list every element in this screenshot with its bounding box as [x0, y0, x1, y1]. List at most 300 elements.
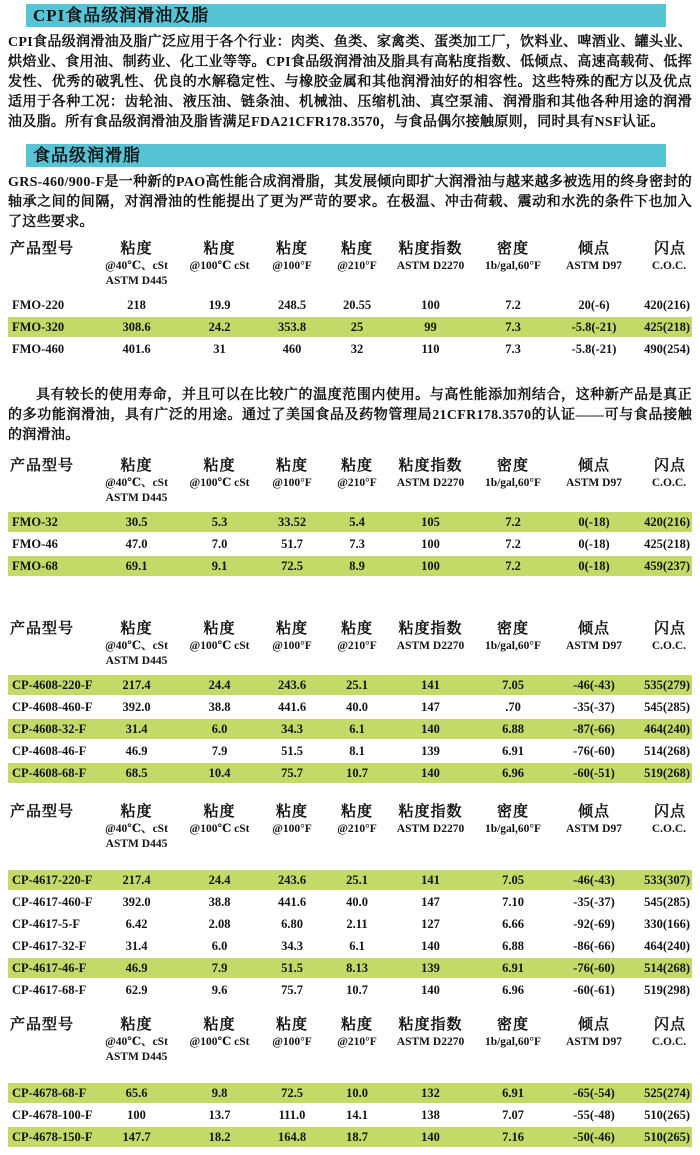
value-cell: 25.1	[324, 675, 390, 695]
value-cell: 353.8	[260, 317, 324, 337]
column-header	[555, 457, 633, 510]
value-cell: 6.66	[502, 916, 524, 931]
product-table-cp-4617-series	[8, 801, 692, 1002]
product-model-cell: CP-4608-460-F	[12, 699, 93, 714]
value-cell: 138	[421, 1107, 440, 1122]
column-header-subtitle: ASTM D97	[566, 477, 622, 489]
value-cell: 535(279)	[633, 675, 692, 695]
column-header	[260, 620, 324, 673]
column-header-title: 粘度	[340, 804, 373, 820]
grease-description-paragraph: GRS-460/900-F是一种新的PAO高性能合成润滑脂，其发展倾向即扩大润滑油与越来越多被选用的终身密封的轴承之间的间隔，对润滑油的性能提出了更为严苛的要求。在极温、冲击荷载、震动和水洗的条件下也加入了这些要求。	[8, 175, 692, 230]
product-model-cell: FMO-220	[12, 297, 65, 312]
column-header-title: 粘度	[120, 804, 153, 820]
column-header-subtitle: 1b/gal,60°F	[484, 823, 542, 835]
product-model-cell: FMO-32	[8, 512, 94, 532]
column-header-title: 粘度	[120, 1017, 153, 1033]
value-cell: 464(240)	[644, 938, 690, 953]
column-header-subtitle: @100℃ cSt	[189, 260, 250, 272]
value-cell: 217.4	[94, 675, 179, 695]
column-header	[633, 803, 692, 868]
column-header	[471, 240, 555, 293]
column-header-title: 密度	[496, 804, 529, 820]
value-cell: 46.9	[94, 958, 179, 978]
column-header	[8, 1016, 94, 1081]
value-cell: .70	[505, 699, 521, 714]
table-row	[8, 1083, 692, 1103]
value-cell: 51.7	[281, 536, 303, 551]
column-header-subtitle: ASTM D97	[566, 260, 622, 272]
value-cell: 7.9	[179, 958, 260, 978]
value-cell: 459(237)	[633, 556, 692, 576]
value-cell: 99	[390, 317, 471, 337]
value-cell: 0(-18)	[555, 556, 633, 576]
column-header	[633, 240, 692, 293]
column-header-subtitle: ASTM D97	[566, 823, 622, 835]
value-cell: 8.13	[324, 958, 390, 978]
product-model-cell: FMO-320	[8, 317, 94, 337]
value-cell: 14.1	[346, 1107, 368, 1122]
spec-table	[8, 801, 692, 1002]
table-row	[8, 958, 692, 978]
value-cell: 514(268)	[633, 958, 692, 978]
column-header-title: 密度	[496, 241, 529, 257]
table-row	[8, 317, 692, 337]
value-cell: -55(-48)	[573, 1107, 615, 1122]
column-header	[260, 240, 324, 293]
value-cell: 7.0	[211, 536, 228, 551]
value-cell: -92(-69)	[573, 916, 615, 931]
value-cell: 34.3	[281, 938, 303, 953]
table-row	[8, 741, 692, 761]
value-cell: 110	[421, 341, 440, 356]
value-cell: 40.0	[346, 699, 368, 714]
product-model-cell: CP-4678-100-F	[12, 1107, 93, 1122]
column-header	[633, 1016, 692, 1081]
column-header-title: 粘度	[275, 1017, 308, 1033]
value-cell: 7.05	[471, 675, 555, 695]
value-cell: -50(-46)	[555, 1127, 633, 1147]
value-cell: 460	[282, 341, 302, 356]
value-cell: 72.5	[260, 1083, 324, 1103]
column-header	[8, 803, 94, 868]
table-row	[8, 763, 692, 783]
column-header-subtitle: ASTM D445	[105, 492, 168, 504]
value-cell: -46(-43)	[555, 870, 633, 890]
value-cell: 75.7	[281, 982, 303, 997]
column-header	[94, 457, 179, 510]
column-header-subtitle: 1b/gal,60°F	[484, 1036, 542, 1048]
column-header	[94, 620, 179, 673]
value-cell: 5.4	[324, 512, 390, 532]
column-header-title: 倾点	[577, 241, 610, 257]
column-header-title: 粘度	[120, 621, 153, 637]
column-header-subtitle: @40℃、cSt	[105, 823, 168, 835]
product-model-cell: CP-4617-32-F	[12, 938, 87, 953]
value-cell: 6.88	[502, 938, 524, 953]
column-header-subtitle: ASTM D2270	[396, 260, 465, 272]
value-cell: 0(-18)	[578, 536, 610, 551]
value-cell: -76(-60)	[555, 958, 633, 978]
value-cell: 510(265)	[633, 1127, 692, 1147]
value-cell: 243.6	[260, 675, 324, 695]
column-header	[633, 457, 692, 510]
column-header	[324, 457, 390, 510]
column-header-subtitle: ASTM D445	[105, 1051, 168, 1063]
column-header-title: 产品型号	[10, 241, 75, 257]
value-cell: 6.0	[179, 719, 260, 739]
column-header-title: 闪点	[653, 621, 686, 637]
column-header-subtitle: ASTM D2270	[396, 640, 465, 652]
value-cell: 40.0	[346, 894, 368, 909]
column-header-subtitle: 1b/gal,60°F	[484, 477, 542, 489]
table-row	[8, 675, 692, 695]
intro-paragraph: CPI食品级润滑油及脂广泛应用于各个行业：肉类、鱼类、家禽类、蛋类加工厂，饮料业、啤酒业、罐头业、烘焙业、食用油、制药业、化工业等等。CPI食品级润滑油及脂具有高粘度指数、低倾点、高速高载荷、低挥发性、优秀的破乳性、优良的水解稳定性、与橡胶金属和其他润滑油好的相容性。这些特殊的配方以及优点适用于各种工况：齿轮油、液压油、链条油、机械油、压缩机油、真空泵浦、润滑脂和其他各种用途的润滑油及脂。所有食品级润滑油及脂皆满足FDA21CFR178.3570，与食品偶尔接触原则，同时具有NSF认证。	[8, 35, 692, 130]
table-row	[8, 980, 692, 1000]
column-header-title: 粘度	[203, 241, 236, 257]
value-cell: 7.07	[502, 1107, 524, 1122]
column-header-title: 粘度	[120, 241, 153, 257]
column-header-subtitle: ASTM D445	[105, 838, 168, 850]
value-cell: 24.4	[179, 675, 260, 695]
value-cell: -76(-60)	[573, 743, 615, 758]
column-header-subtitle: @40℃、cSt	[105, 640, 168, 652]
column-header-subtitle: @40℃、cSt	[105, 260, 168, 272]
column-header-title: 密度	[496, 621, 529, 637]
value-cell: 545(285)	[644, 894, 690, 909]
column-header-subtitle: @100℃ cSt	[189, 477, 250, 489]
value-cell: 139	[421, 743, 440, 758]
product-model-cell: FMO-46	[12, 536, 58, 551]
column-header-subtitle: C.O.C.	[651, 823, 686, 835]
product-table-fmo-series	[8, 455, 692, 578]
value-cell: 33.52	[260, 512, 324, 532]
value-cell: 5.3	[179, 512, 260, 532]
value-cell: 20.55	[342, 297, 372, 312]
column-header-title: 粘度	[340, 241, 373, 257]
value-cell: 69.1	[94, 556, 179, 576]
product-model-cell: CP-4617-68-F	[12, 982, 87, 997]
value-cell: 7.2	[505, 536, 521, 551]
value-cell: 441.6	[277, 699, 307, 714]
value-cell: 9.1	[179, 556, 260, 576]
value-cell: 68.5	[94, 763, 179, 783]
value-cell: 7.16	[471, 1127, 555, 1147]
product-table-cp-4678-series	[8, 1014, 692, 1149]
column-header	[94, 803, 179, 868]
column-header	[390, 1016, 471, 1081]
column-header	[471, 803, 555, 868]
table-row	[8, 339, 692, 359]
product-table-cp-4608-series	[8, 618, 692, 785]
value-cell: 401.6	[122, 341, 151, 356]
column-header-title: 粘度	[203, 804, 236, 820]
value-cell: 30.5	[94, 512, 179, 532]
column-header	[8, 457, 94, 510]
value-cell: 7.3	[505, 341, 521, 356]
value-cell: -5.8(-21)	[571, 341, 617, 356]
column-header-title: 闪点	[653, 804, 686, 820]
value-cell: 425(218)	[633, 317, 692, 337]
section-title-food-grade-grease: 食品级润滑脂	[26, 144, 666, 167]
column-header-subtitle: @210°F	[337, 1036, 377, 1048]
value-cell: 6.42	[125, 916, 148, 931]
product-table-fmo-200-series	[8, 238, 692, 361]
value-cell: 132	[390, 1083, 471, 1103]
product-model-cell: CP-4608-46-F	[12, 743, 87, 758]
value-cell: 62.9	[125, 982, 148, 997]
column-header-subtitle: ASTM D2270	[396, 477, 465, 489]
value-cell: 545(285)	[644, 699, 690, 714]
value-cell: 217.4	[94, 870, 179, 890]
column-header-title: 产品型号	[10, 1017, 75, 1033]
value-cell: 31	[213, 341, 226, 356]
product-model-cell: CP-4608-32-F	[8, 719, 94, 739]
value-cell: 140	[390, 719, 471, 739]
product-model-cell: CP-4678-68-F	[8, 1083, 94, 1103]
product-model-cell: CP-4617-5-F	[12, 916, 81, 931]
product-model-cell: CP-4608-220-F	[8, 675, 94, 695]
table-header-row	[8, 620, 692, 673]
column-header-title: 密度	[496, 1017, 529, 1033]
value-cell: 141	[390, 870, 471, 890]
value-cell: -60(-51)	[555, 763, 633, 783]
column-header	[324, 620, 390, 673]
column-header	[260, 803, 324, 868]
value-cell: 31.4	[94, 719, 179, 739]
column-header-title: 粘度指数	[398, 804, 463, 820]
column-header-title: 粘度	[340, 621, 373, 637]
value-cell: 7.10	[502, 894, 524, 909]
column-header	[179, 803, 260, 868]
value-cell: 420(216)	[644, 297, 690, 312]
column-header	[324, 240, 390, 293]
value-cell: 243.6	[260, 870, 324, 890]
value-cell: 38.8	[208, 699, 231, 714]
table-row	[8, 512, 692, 532]
value-cell: 13.7	[208, 1107, 231, 1122]
column-header	[471, 1016, 555, 1081]
value-cell: -60(-61)	[573, 982, 615, 997]
column-header-title: 闪点	[653, 241, 686, 257]
value-cell: 519(268)	[633, 763, 692, 783]
column-header-subtitle: @100°F	[272, 477, 312, 489]
column-header	[471, 620, 555, 673]
column-header	[390, 620, 471, 673]
column-header-subtitle: ASTM D445	[105, 655, 168, 667]
value-cell: 7.05	[471, 870, 555, 890]
value-cell: 140	[421, 982, 440, 997]
value-cell: 7.2	[471, 512, 555, 532]
column-header	[94, 1016, 179, 1081]
value-cell: 140	[390, 763, 471, 783]
column-header-title: 倾点	[577, 804, 610, 820]
value-cell: 18.2	[179, 1127, 260, 1147]
value-cell: 7.3	[471, 317, 555, 337]
column-header-subtitle: ASTM D97	[566, 640, 622, 652]
value-cell: 218	[127, 297, 146, 312]
value-cell: 533(307)	[633, 870, 692, 890]
product-model-cell: CP-4608-68-F	[8, 763, 94, 783]
column-header-title: 粘度指数	[398, 1017, 463, 1033]
value-cell: 6.88	[471, 719, 555, 739]
column-header-subtitle: C.O.C.	[651, 477, 686, 489]
value-cell: 46.9	[125, 743, 148, 758]
column-header	[260, 457, 324, 510]
product-model-cell: CP-4617-220-F	[8, 870, 94, 890]
table-row	[8, 870, 692, 890]
value-cell: -65(-54)	[555, 1083, 633, 1103]
column-header-subtitle: ASTM D2270	[396, 823, 465, 835]
value-cell: 6.96	[471, 763, 555, 783]
column-header	[555, 620, 633, 673]
column-header	[8, 620, 94, 673]
table-row	[8, 719, 692, 739]
table-row	[8, 556, 692, 576]
column-header-title: 粘度	[275, 241, 308, 257]
value-cell: 9.6	[211, 982, 228, 997]
column-header	[555, 240, 633, 293]
value-cell: 38.8	[208, 894, 231, 909]
column-header-title: 粘度	[203, 458, 236, 474]
value-cell: 19.9	[208, 297, 231, 312]
column-header	[633, 620, 692, 673]
value-cell: 10.7	[324, 763, 390, 783]
value-cell: 34.3	[260, 719, 324, 739]
column-header	[8, 240, 94, 293]
value-cell: 18.7	[324, 1127, 390, 1147]
column-header-subtitle: @100°F	[272, 1036, 312, 1048]
column-header	[179, 1016, 260, 1081]
value-cell: 2.08	[208, 916, 231, 931]
column-header-title: 粘度	[203, 1017, 236, 1033]
column-header-title: 粘度	[275, 621, 308, 637]
column-header-title: 粘度指数	[398, 241, 463, 257]
column-header-subtitle: @100℃ cSt	[189, 823, 250, 835]
value-cell: 2.11	[346, 916, 368, 931]
value-cell: 8.1	[349, 743, 365, 758]
value-cell: 514(268)	[644, 743, 690, 758]
column-header-subtitle: C.O.C.	[651, 640, 686, 652]
column-header-subtitle: @210°F	[337, 260, 377, 272]
column-header-subtitle: ASTM D2270	[396, 1036, 465, 1048]
column-header	[179, 457, 260, 510]
column-header	[260, 1016, 324, 1081]
column-header-title: 密度	[496, 458, 529, 474]
column-header-subtitle: @100℃ cSt	[189, 640, 250, 652]
column-header	[390, 803, 471, 868]
value-cell: 10.0	[324, 1083, 390, 1103]
column-header-title: 粘度	[340, 458, 373, 474]
value-cell: -5.8(-21)	[555, 317, 633, 337]
column-header-title: 产品型号	[10, 458, 75, 474]
table-row	[8, 534, 692, 554]
value-cell: 6.96	[502, 982, 524, 997]
column-header	[471, 457, 555, 510]
value-cell: 519(298)	[644, 982, 690, 997]
value-cell: 7.3	[349, 536, 365, 551]
spec-table	[8, 238, 692, 361]
column-header-title: 产品型号	[10, 621, 75, 637]
table-header-row	[8, 240, 692, 293]
value-cell: 490(254)	[644, 341, 690, 356]
value-cell: 10.4	[179, 763, 260, 783]
value-cell: 6.1	[349, 938, 365, 953]
column-header	[555, 803, 633, 868]
table-row	[8, 1105, 692, 1125]
value-cell: 420(216)	[633, 512, 692, 532]
column-header-title: 粘度指数	[398, 621, 463, 637]
table-header-row	[8, 457, 692, 510]
table-header-row	[8, 1016, 692, 1081]
column-header-title: 粘度	[275, 804, 308, 820]
table-row	[8, 1127, 692, 1147]
value-cell: -46(-43)	[555, 675, 633, 695]
column-header-title: 粘度	[340, 1017, 373, 1033]
value-cell: 7.2	[471, 556, 555, 576]
value-cell: 164.8	[260, 1127, 324, 1147]
product-model-cell: FMO-68	[8, 556, 94, 576]
column-header-subtitle: @210°F	[337, 477, 377, 489]
product-model-cell: CP-4617-460-F	[12, 894, 93, 909]
value-cell: -35(-37)	[573, 699, 615, 714]
product-model-cell: CP-4678-150-F	[8, 1127, 94, 1147]
value-cell: 510(265)	[644, 1107, 690, 1122]
value-cell: 7.2	[505, 297, 521, 312]
value-cell: 6.91	[471, 958, 555, 978]
value-cell: 20(-6)	[578, 297, 610, 312]
value-cell: 105	[390, 512, 471, 532]
column-header	[179, 620, 260, 673]
value-cell: 6.91	[502, 743, 524, 758]
value-cell: 140	[421, 938, 440, 953]
column-header-subtitle: C.O.C.	[651, 1036, 686, 1048]
value-cell: 100	[390, 556, 471, 576]
column-header-subtitle: @40℃、cSt	[105, 1036, 168, 1048]
value-cell: 7.9	[211, 743, 228, 758]
product-model-cell: FMO-460	[12, 341, 65, 356]
value-cell: 392.0	[122, 894, 151, 909]
column-header	[179, 240, 260, 293]
value-cell: 147.7	[94, 1127, 179, 1147]
column-header-subtitle: 1b/gal,60°F	[484, 260, 542, 272]
column-header-title: 倾点	[577, 1017, 610, 1033]
value-cell: 6.0	[211, 938, 228, 953]
value-cell: 31.4	[125, 938, 148, 953]
column-header-subtitle: 1b/gal,60°F	[484, 640, 542, 652]
spec-table	[8, 455, 692, 578]
value-cell: 0(-18)	[555, 512, 633, 532]
column-header-subtitle: @100°F	[272, 640, 312, 652]
column-header-subtitle: @40℃、cSt	[105, 477, 168, 489]
value-cell: 51.5	[281, 743, 303, 758]
column-header-title: 粘度	[203, 621, 236, 637]
column-header-subtitle: ASTM D97	[566, 1036, 622, 1048]
value-cell: 8.9	[324, 556, 390, 576]
column-header-title: 产品型号	[10, 804, 75, 820]
column-header-title: 粘度指数	[398, 458, 463, 474]
value-cell: 25	[324, 317, 390, 337]
table-row	[8, 936, 692, 956]
value-cell: 111.0	[278, 1107, 306, 1122]
value-cell: 100	[127, 1107, 146, 1122]
value-cell: 147	[421, 699, 440, 714]
value-cell: 308.6	[94, 317, 179, 337]
column-header-subtitle: @100°F	[272, 823, 312, 835]
value-cell: -35(-37)	[573, 894, 615, 909]
spec-table	[8, 618, 692, 785]
section-title-cpi-food-grade-oils-and-greases: CPI食品级润滑油及脂	[26, 4, 666, 27]
value-cell: 139	[390, 958, 471, 978]
